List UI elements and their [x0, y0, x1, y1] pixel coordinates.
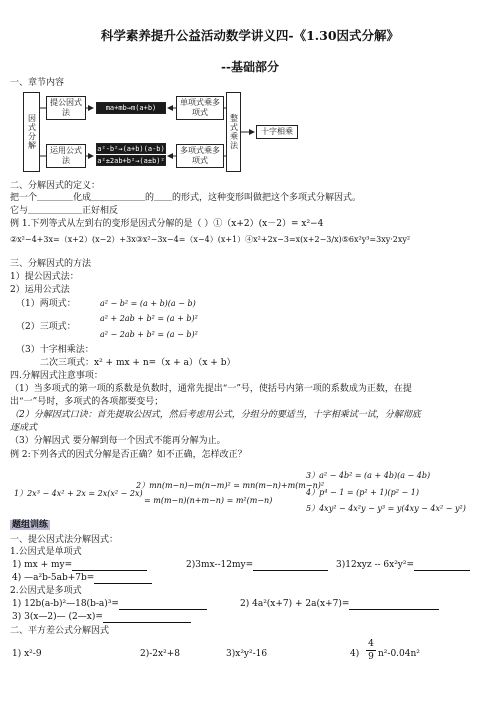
- cross-multiplication-detail: 二次三项式：x² + mx + n=（x + a）（x + b）: [40, 358, 236, 368]
- drill-1-1-q3: [336, 559, 470, 571]
- document-subtitle: --基础部分: [221, 60, 279, 74]
- answer-blank[interactable]: [119, 600, 207, 610]
- binomial-label: （1）两项式：: [16, 299, 76, 309]
- drill-1-1-q1: [12, 559, 147, 571]
- drill-1-1-q2-text: 2)3mx--12my=: [186, 560, 254, 570]
- section-2-heading: 二、分解因式的定义：: [10, 181, 101, 191]
- note-3: （3）分解因式 要分解到每一个因式不能再分解为止。: [10, 436, 226, 446]
- drill-1-2-q3-text: 3) 3(x—2)— (2—x)=: [12, 612, 103, 622]
- drill-1-1-q2: [186, 559, 328, 571]
- note-1-line-2: 出“一”号时，多项式的各项都要变号；: [10, 397, 164, 407]
- example-2-item-4: 4）p⁴ − 1 = (p² + 1)(p² − 1): [306, 488, 419, 497]
- answer-blank[interactable]: [349, 600, 439, 610]
- drill-1-1-q4: [12, 572, 152, 584]
- drill-1-2-q3: [12, 611, 191, 623]
- note-2-line-2: 逐成式: [10, 423, 38, 433]
- monomial-times-polynomial-box: 单项式乘多项式: [176, 96, 224, 120]
- method-cross-multiplication: （3）十字相乘法：: [16, 345, 94, 355]
- example-1-question: 例 1.下列等式从左到右的变形是因式分解的是（ ）①（x+2）(x－2）= x²−4: [10, 219, 324, 229]
- drill-1-2-q2-text: 2) 4a²(x+7) + 2a(x+7)=: [240, 599, 350, 609]
- drill-1-1-q4-text: 4) —a²b-5ab+7b=: [12, 573, 95, 583]
- section-4-heading: 四.分解因式注意事项：: [10, 371, 103, 381]
- difference-of-squares-formula: a²-b²→(a+b)(a-b): [97, 144, 165, 153]
- example-2-item-5: 5）4xy² − 4x²y − y³ = y(4xy − 4x² − y²): [306, 504, 466, 513]
- drill-badge: 题组训练: [12, 520, 49, 530]
- section-1-heading: 一、章节内容: [10, 78, 65, 88]
- method-formula: 2）运用公式法: [10, 285, 70, 295]
- example-2-item-2-line-2: = m(m−n)(n+m−n) = m²(m−n): [144, 496, 273, 505]
- drill-1-heading: 一、提公因式法分解因式：: [10, 535, 119, 545]
- common-factor-formula: ma+mb→m(a+b): [96, 102, 166, 114]
- polynomial-times-polynomial-box: 多项式乘多项式: [176, 144, 224, 168]
- answer-blank[interactable]: [103, 613, 191, 623]
- drill-2-q4-denominator: 9: [368, 652, 374, 662]
- formula-method-box: 运用公式法: [46, 144, 86, 168]
- definition-line-1: 把一个＿＿＿＿化成＿＿＿＿＿＿的＿＿的形式，这种变形叫做把这个多项式分解因式。: [10, 193, 362, 203]
- drill-1-1-q3-text: 3)12xyz -- 6x²y²=: [336, 560, 415, 570]
- answer-blank[interactable]: [94, 574, 152, 584]
- example-1-options: ②x²−4+3x=（x+2）(x−2）+3x③x²−3x−4=（x−4）(x+1）④x²+2x−3=x(x+2−3/x)⑤6x²y³=3xy·2xy²: [10, 235, 411, 244]
- drill-2-q2: 2)-2x²+8: [140, 649, 180, 659]
- drill-1-2-q1: [12, 598, 207, 610]
- drill-2-q4-prefix: 4): [350, 649, 360, 659]
- polynomial-multiplication-label-box: 整式乘法: [226, 92, 241, 172]
- method-common-factor: 1）提公因式法：: [10, 272, 79, 282]
- drill-2-q4-numerator: 4: [366, 639, 376, 651]
- drill-1-2-q1-text: 1) 12b(a-b)²—18(b-a)³=: [12, 599, 119, 609]
- answer-blank[interactable]: [253, 561, 328, 571]
- example-2-item-3: 3）a² − 4b² = (a + 4b)(a − 4b): [306, 471, 431, 480]
- document-title: 科学素养提升公益活动数学讲义四-《1.30因式分解》: [100, 28, 400, 43]
- drill-badge-wrap: [10, 519, 50, 531]
- answer-blank[interactable]: [414, 561, 470, 571]
- section-3-heading: 三、分解因式的方法: [10, 259, 92, 269]
- drill-1-sub-2: 2.公因式是多项式: [10, 586, 82, 596]
- drill-2-q4-rest: n²-0.04n²: [378, 649, 420, 659]
- drill-1-2-q2: [240, 598, 439, 610]
- drill-2-heading: 二、平方差公式分解因式: [10, 626, 110, 636]
- perfect-square-formula: a²±2ab+b²→(a±b)²: [97, 156, 165, 165]
- trinomial-formula-minus: a² − 2ab + b² = (a − b)²: [100, 330, 198, 339]
- chapter-diagram: [0, 88, 500, 176]
- note-2-line-1: （2）分解因式口诀：首先提取公因式，然后考虑用公式，分组分的要适当，十字相乘试一试，分解彻底: [10, 410, 421, 420]
- note-1-line-1: （1）当多项式的第一项的系数是负数时，通常先提出“一”号，使括号内第一项的系数成为正数，在提: [10, 384, 412, 394]
- drill-1-1-q1-text: 1) mx + my=: [12, 560, 73, 570]
- answer-blank[interactable]: [72, 561, 147, 571]
- example-2-item-2-line-1: 2）mn(m−n)−m(n−m)² = mn(m−n)+m(m−n)²: [136, 481, 325, 490]
- definition-line-2: 它与＿＿＿＿＿＿正好相反: [10, 206, 119, 216]
- cross-multiplication-box: 十字相乘: [256, 125, 298, 139]
- binomial-formula: a² − b² = (a + b)(a − b): [100, 299, 196, 308]
- example-2-question: 例 2:下列各式的因式分解是否正确？如不正确，怎样改正？: [10, 450, 247, 460]
- example-2-item-1: 1）2x³ − 4x² + 2x = 2x(x² − 2x): [14, 489, 143, 498]
- common-factor-method-box: 提公因式法: [46, 96, 86, 120]
- drill-2-q3: 3)x²y²-16: [226, 649, 268, 659]
- trinomial-formula-plus: a² + 2ab + b² = (a + b)²: [100, 314, 198, 323]
- drill-1-sub-1: 1.公因式是单项式: [10, 547, 82, 557]
- trinomial-label: （2）三项式：: [16, 322, 76, 332]
- factorization-label-box: 因式分解: [23, 92, 40, 172]
- drill-2-q1: 1) x²-9: [12, 649, 42, 659]
